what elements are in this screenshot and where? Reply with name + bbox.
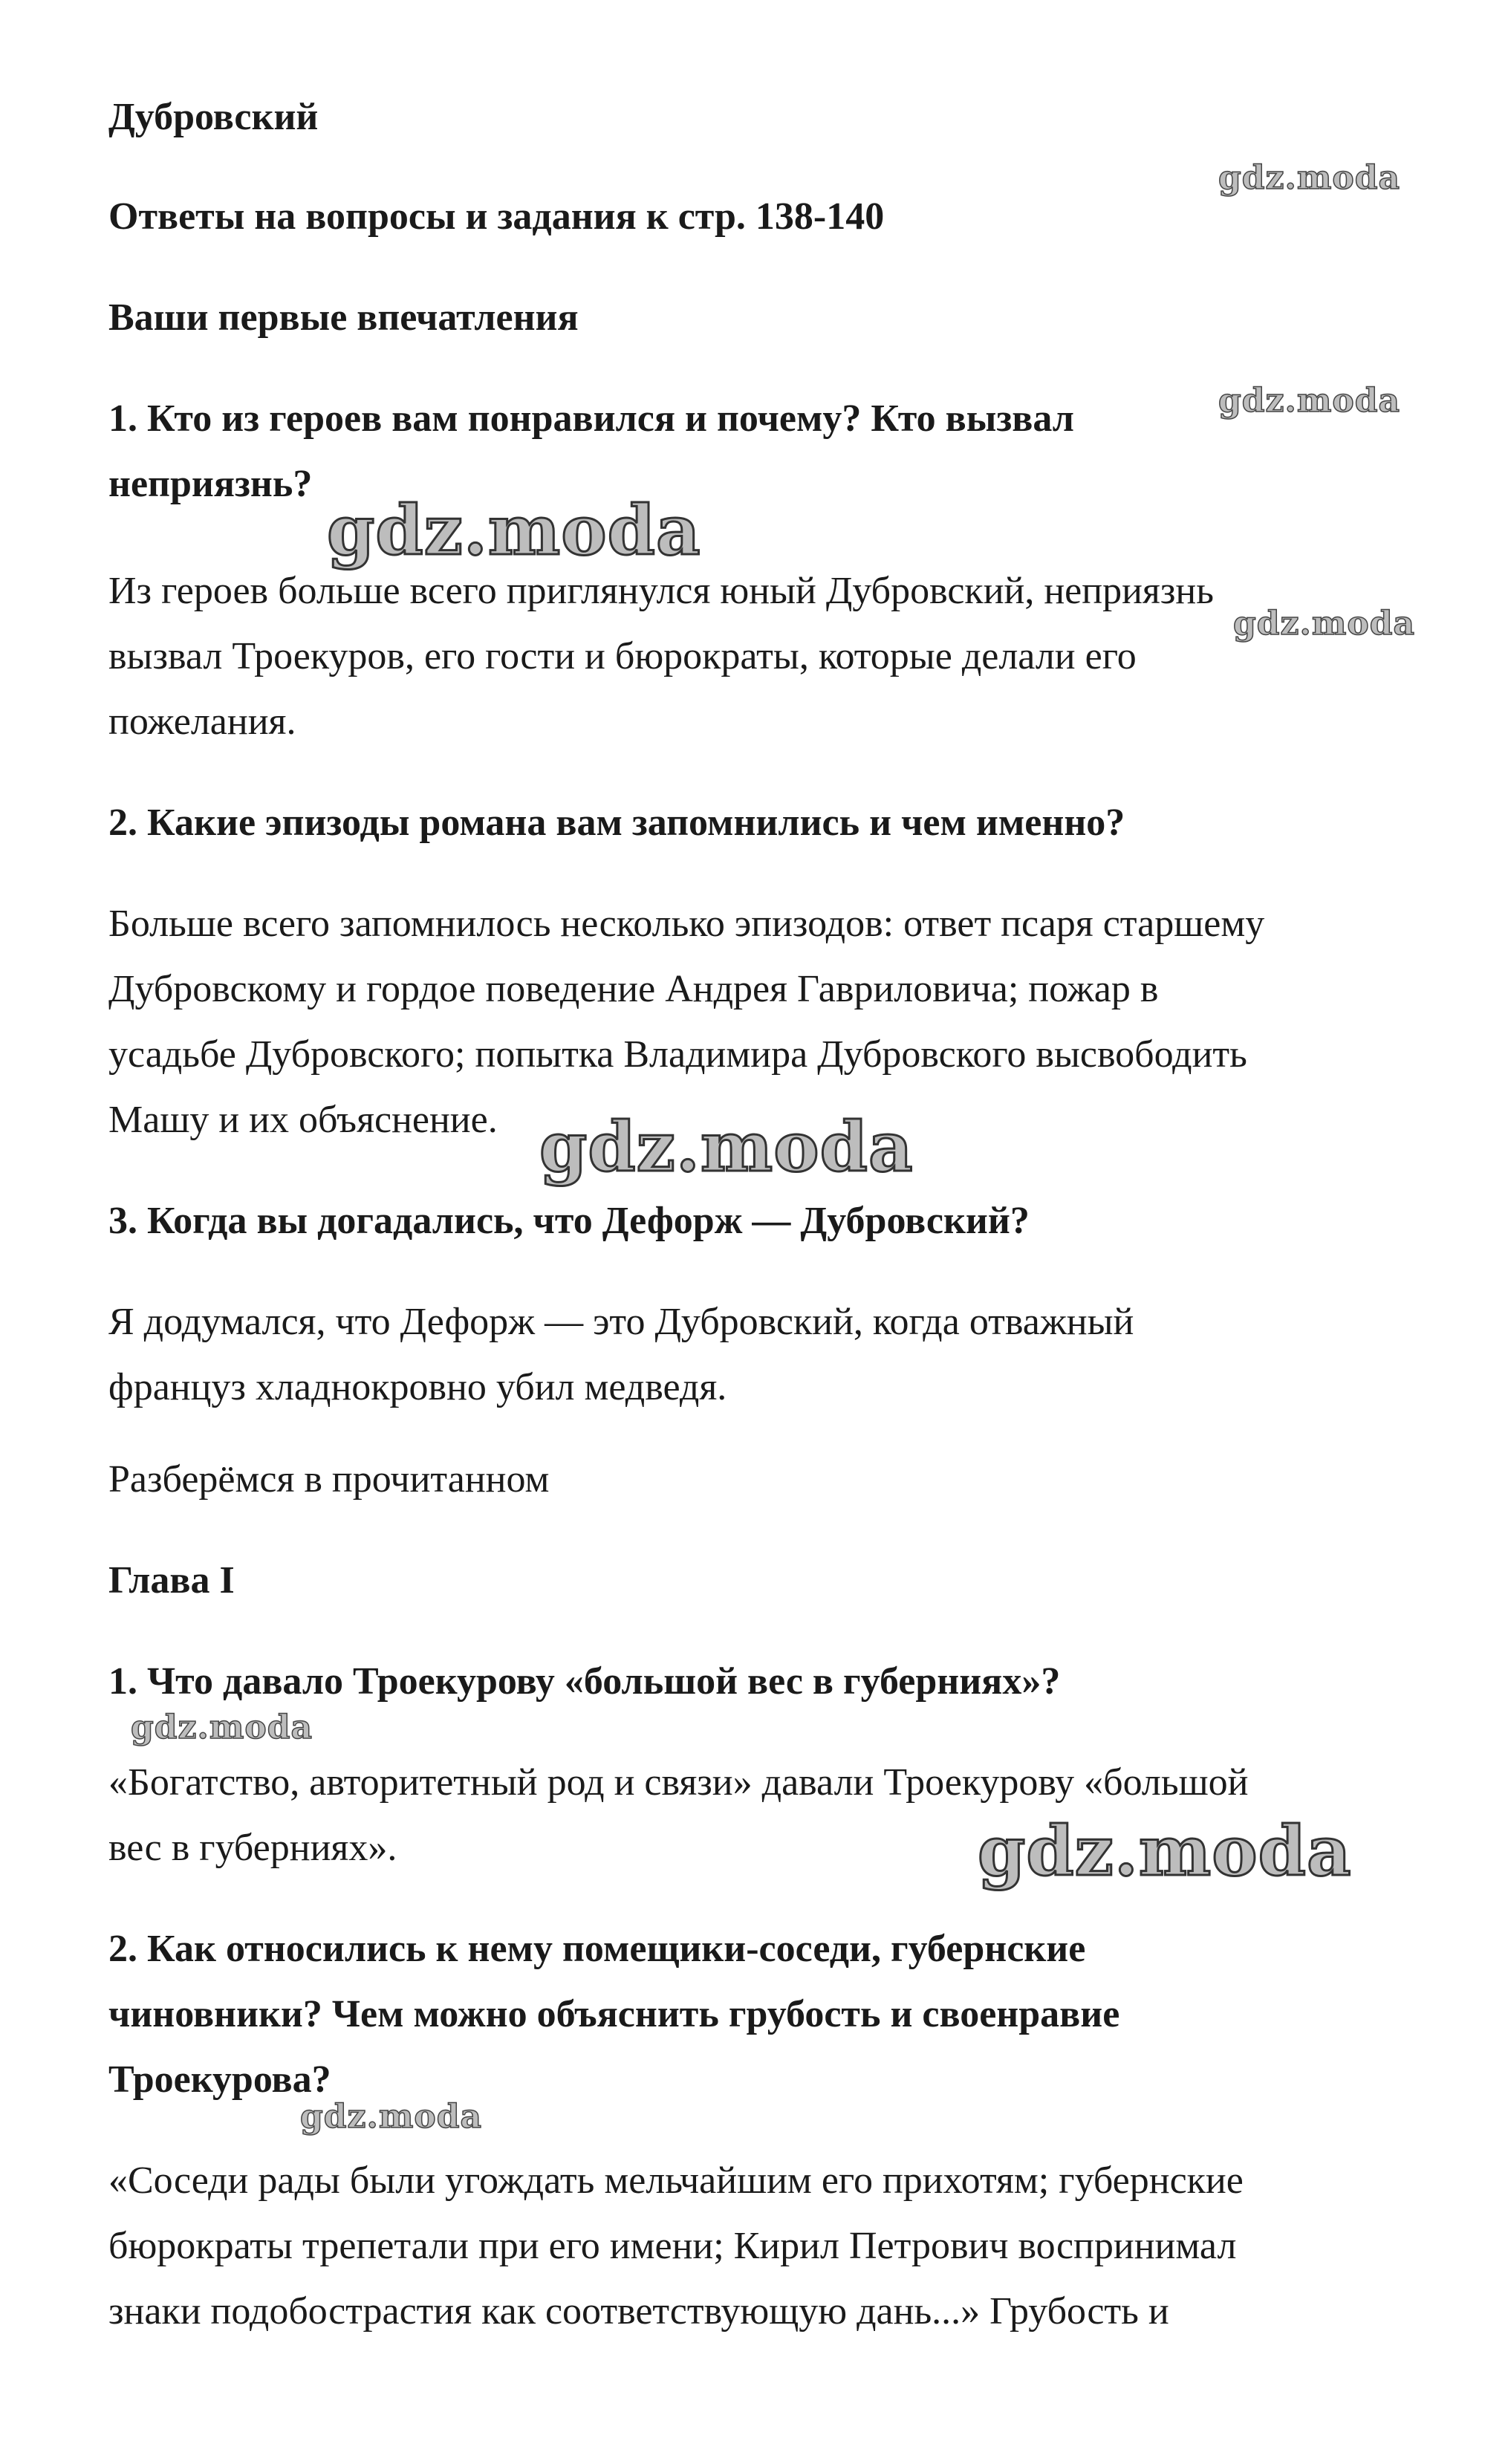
chapter-heading: Глава I: [108, 1559, 235, 1602]
answer-1-line-3: пожелания.: [108, 700, 296, 743]
answer-2-line-4: Машу и их объяснение.: [108, 1099, 498, 1141]
chapter-answer-1-line-1: «Богатство, авторитетный род и связи» давали Троекурову «большой: [108, 1761, 1249, 1804]
document-subtitle: Ответы на вопросы и задания к стр. 138-140: [108, 195, 885, 238]
answer-2-line-2: Дубровскому и гордое поведение Андрея Гавриловича; пожар в: [108, 968, 1159, 1010]
watermark: gdz.moda: [1233, 605, 1416, 643]
chapter-answer-2-line-1: «Соседи рады были угождать мельчайшим его прихотям; губернские: [108, 2159, 1244, 2202]
answer-1-line-2: вызвал Троекуров, его гости и бюрократы, которые делали его: [108, 635, 1137, 677]
question-1-line-2: неприязнь?: [108, 463, 313, 505]
chapter-answer-2-line-2: бюрократы трепетали при его имени; Кирил Петрович воспринимал: [108, 2225, 1237, 2267]
watermark: gdz.moda: [327, 490, 701, 571]
answer-3-line-1: Я додумался, что Дефорж — это Дубровский, когда отважный: [108, 1301, 1134, 1343]
question-3: 3. Когда вы догадались, что Дефорж — Дубровский?: [108, 1200, 1030, 1242]
watermark: gdz.moda: [539, 1107, 914, 1187]
answer-2-line-1: Больше всего запомнилось несколько эпизодов: ответ псаря старшему: [108, 903, 1265, 945]
chapter-question-2-line-3: Троекурова?: [108, 2058, 331, 2101]
chapter-question-2-line-2: чиновники? Чем можно объяснить грубость и своенравие: [108, 1993, 1120, 2035]
watermark: gdz.moda: [300, 2098, 483, 2136]
answer-1-line-1: Из героев больше всего приглянулся юный Дубровский, неприязнь: [108, 570, 1214, 612]
watermark: gdz.moda: [131, 1709, 313, 1746]
question-2: 2. Какие эпизоды романа вам запомнились и чем именно?: [108, 802, 1125, 844]
chapter-question-1: 1. Что давало Троекурову «большой вес в губерниях»?: [108, 1660, 1061, 1703]
answer-2-line-3: усадьбе Дубровского; попытка Владимира Дубровского высвободить: [108, 1033, 1247, 1076]
watermark: gdz.moda: [1218, 159, 1401, 197]
section-heading-impressions: Ваши первые впечатления: [108, 296, 579, 339]
document-title: Дубровский: [108, 96, 319, 138]
chapter-answer-2-line-3: знаки подобострастия как соответствующую дань...» Грубость и: [108, 2290, 1169, 2333]
answer-3-line-2: француз хладнокровно убил медведя.: [108, 1366, 727, 1408]
watermark: gdz.moda: [1218, 382, 1401, 420]
chapter-question-2-line-1: 2. Как относились к нему помещики-соседи, губернские: [108, 1928, 1086, 1970]
section-heading-analysis: Разберёмся в прочитанном: [108, 1458, 550, 1501]
chapter-answer-1-line-2: вес в губерниях».: [108, 1827, 397, 1869]
watermark: gdz.moda: [978, 1811, 1352, 1891]
question-1-line-1: 1. Кто из героев вам понравился и почему? Кто вызвал: [108, 397, 1074, 440]
